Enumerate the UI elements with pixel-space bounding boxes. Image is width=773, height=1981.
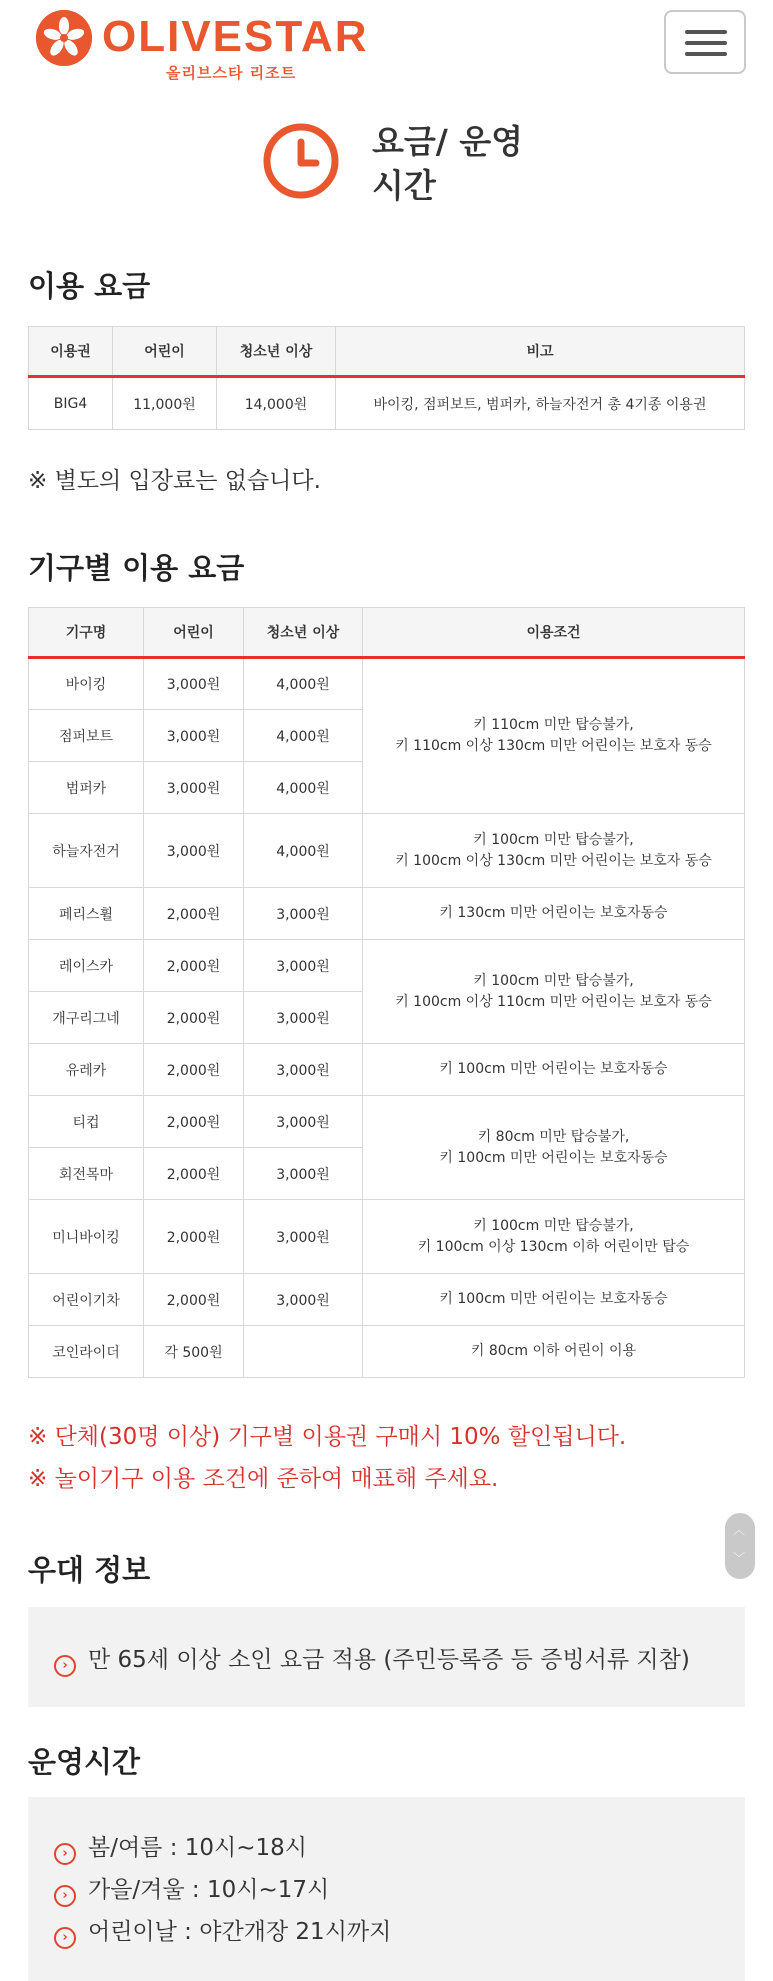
logo-subtext: 올리브스타 리조트 [166,64,297,82]
condition-line: 키 80cm 이하 어린이 이용 [470,1343,637,1359]
table-row [29,1200,745,1274]
table-row [29,1044,745,1096]
ride-teen-price [244,1326,363,1378]
table-row [29,377,745,430]
column-header: 어린이 [113,327,217,377]
ride-teen-price: 4,000원 [244,710,363,762]
menu-button[interactable] [664,10,746,74]
ride-teen-price: 3,000원 [244,1044,363,1096]
ride-name: 범퍼카 [29,762,144,814]
condition-line: 키 110cm 미만 탑승불가, [473,717,634,733]
ride-condition [363,814,745,888]
ride-name: 페리스휠 [29,888,144,940]
ride-child-price: 2,000원 [144,992,244,1044]
ride-condition [363,1200,745,1274]
column-header: 청소년 이상 [217,327,336,377]
ride-name: 미니바이킹 [29,1200,144,1274]
ticket-condition-note: ※ 놀이기구 이용 조건에 준하여 매표해 주세요. [28,1466,499,1492]
fees-note: ※ 별도의 입장료는 없습니다. [28,468,321,494]
hours-item [54,1829,307,1865]
column-header: 이용조건 [363,608,745,658]
ride-name: 회전목마 [29,1148,144,1200]
group-discount-note: ※ 단체(30명 이상) 기구별 이용권 구매시 10% 할인됩니다. [28,1424,627,1450]
table-row [29,1096,745,1148]
hours-box [28,1797,745,1981]
ride-teen-price: 3,000원 [244,940,363,992]
rides-table [28,607,745,1378]
ride-condition [363,1274,745,1326]
site-logo[interactable] [36,10,376,82]
ride-child-price: 2,000원 [144,1200,244,1274]
page-title-block [262,118,562,208]
ride-child-price: 3,000원 [144,710,244,762]
ride-teen-price: 3,000원 [244,888,363,940]
hamburger-icon [685,41,727,45]
hours-item [54,1913,391,1949]
ride-condition [363,940,745,1044]
ride-condition [363,658,745,814]
benefits-heading: 우대 정보 [28,1553,151,1587]
logo-wordmark: OLIVESTAR [102,12,369,61]
chevron-circle-right-icon: › [54,1927,76,1949]
ride-name: 개구리그네 [29,992,144,1044]
ride-teen-price: 3,000원 [244,1200,363,1274]
ride-name: 유레카 [29,1044,144,1096]
rides-heading: 기구별 이용 요금 [28,551,245,585]
ride-child-price: 3,000원 [144,658,244,710]
ride-teen-price: 3,000원 [244,1148,363,1200]
ride-child-price: 2,000원 [144,940,244,992]
condition-line: 키 100cm 이상 130cm 이하 어린이만 탑승 [417,1238,690,1255]
benefit-item [54,1641,690,1677]
ride-condition [363,1096,745,1200]
ride-name: 점퍼보트 [29,710,144,762]
table-cell: 바이킹, 점퍼보트, 범퍼카, 하늘자전거 총 4기종 이용권 [336,377,745,430]
ride-condition [363,1326,745,1378]
condition-line: 키 100cm 미만 탑승불가, [473,1217,634,1234]
ride-teen-price: 3,000원 [244,1096,363,1148]
chevron-circle-right-icon: › [54,1843,76,1865]
condition-line: 키 100cm 이상 110cm 미만 어린이는 보호자 동승 [395,993,712,1010]
site-header [0,0,773,80]
ride-teen-price: 4,000원 [244,658,363,710]
condition-line: 키 100cm 미만 탑승불가, [473,831,634,848]
ride-name: 바이킹 [29,658,144,710]
table-row [29,940,745,992]
table-cell: 11,000원 [113,377,217,430]
fees-heading: 이용 요금 [28,269,151,303]
column-header: 비고 [336,327,745,377]
ride-child-price: 2,000원 [144,1148,244,1200]
benefit-text: 만 65세 이상 소인 요금 적용 (주민등록증 등 증빙서류 지참) [88,1647,690,1673]
ride-name: 코인라이더 [29,1326,144,1378]
page-title: 요금/ 운영시간 [372,122,524,205]
ride-child-price: 2,000원 [144,1274,244,1326]
ride-condition [363,888,745,940]
table-cell: BIG4 [29,377,113,430]
condition-line: 키 100cm 미만 탑승불가, [473,972,634,989]
hamburger-icon [685,52,727,56]
ride-child-price: 2,000원 [144,1096,244,1148]
table-row [29,888,745,940]
table-row [29,1274,745,1326]
chevron-down-icon[interactable]: ﹀ [733,1551,746,1565]
hours-item [54,1871,329,1907]
column-header: 기구명 [29,608,144,658]
hours-text: 가을/겨울 : 10시~17시 [88,1877,330,1903]
scroll-up-down-icon[interactable] [725,1513,755,1579]
ride-name: 하늘자전거 [29,814,144,888]
table-row [29,658,745,710]
condition-line: 키 110cm 이상 130cm 미만 어린이는 보호자 동승 [395,738,712,754]
ride-name: 어린이기차 [29,1274,144,1326]
chevron-circle-right-icon: › [54,1655,76,1677]
ride-teen-price: 3,000원 [244,1274,363,1326]
column-header: 이용권 [29,327,113,377]
ride-child-price: 3,000원 [144,814,244,888]
condition-line: 키 80cm 미만 탑승불가, [477,1128,630,1145]
hours-text: 어린이날 : 야간개장 21시까지 [88,1919,392,1945]
hours-text: 봄/여름 : 10시~18시 [88,1835,308,1861]
chevron-up-icon[interactable]: ︿ [733,1523,746,1537]
table-row [29,1326,745,1378]
table-cell: 14,000원 [217,377,336,430]
hamburger-icon [685,30,727,34]
ride-child-price: 3,000원 [144,762,244,814]
ride-name: 티컵 [29,1096,144,1148]
column-header: 청소년 이상 [244,608,363,658]
ride-child-price: 2,000원 [144,1044,244,1096]
chevron-circle-right-icon: › [54,1885,76,1907]
ride-name: 레이스카 [29,940,144,992]
condition-line: 키 100cm 미만 어린이는 보호자동승 [439,1291,668,1307]
condition-line: 키 100cm 미만 어린이는 보호자동승 [439,1149,668,1166]
condition-line: 키 100cm 이상 130cm 미만 어린이는 보호자 동승 [395,852,712,869]
clock-icon [262,122,340,200]
ride-teen-price: 4,000원 [244,762,363,814]
column-header: 어린이 [144,608,244,658]
ride-child-price: 2,000원 [144,888,244,940]
condition-line: 키 130cm 미만 어린이는 보호자동승 [439,905,668,921]
benefits-box [28,1607,745,1707]
fees-table [28,326,745,430]
condition-line: 키 100cm 미만 어린이는 보호자동승 [439,1061,668,1077]
olive-flower-icon [36,10,92,66]
ride-child-price: 각 500원 [144,1326,244,1378]
hours-heading: 운영시간 [28,1745,141,1779]
table-row [29,814,745,888]
ride-teen-price: 4,000원 [244,814,363,888]
ride-teen-price: 3,000원 [244,992,363,1044]
ride-condition [363,1044,745,1096]
